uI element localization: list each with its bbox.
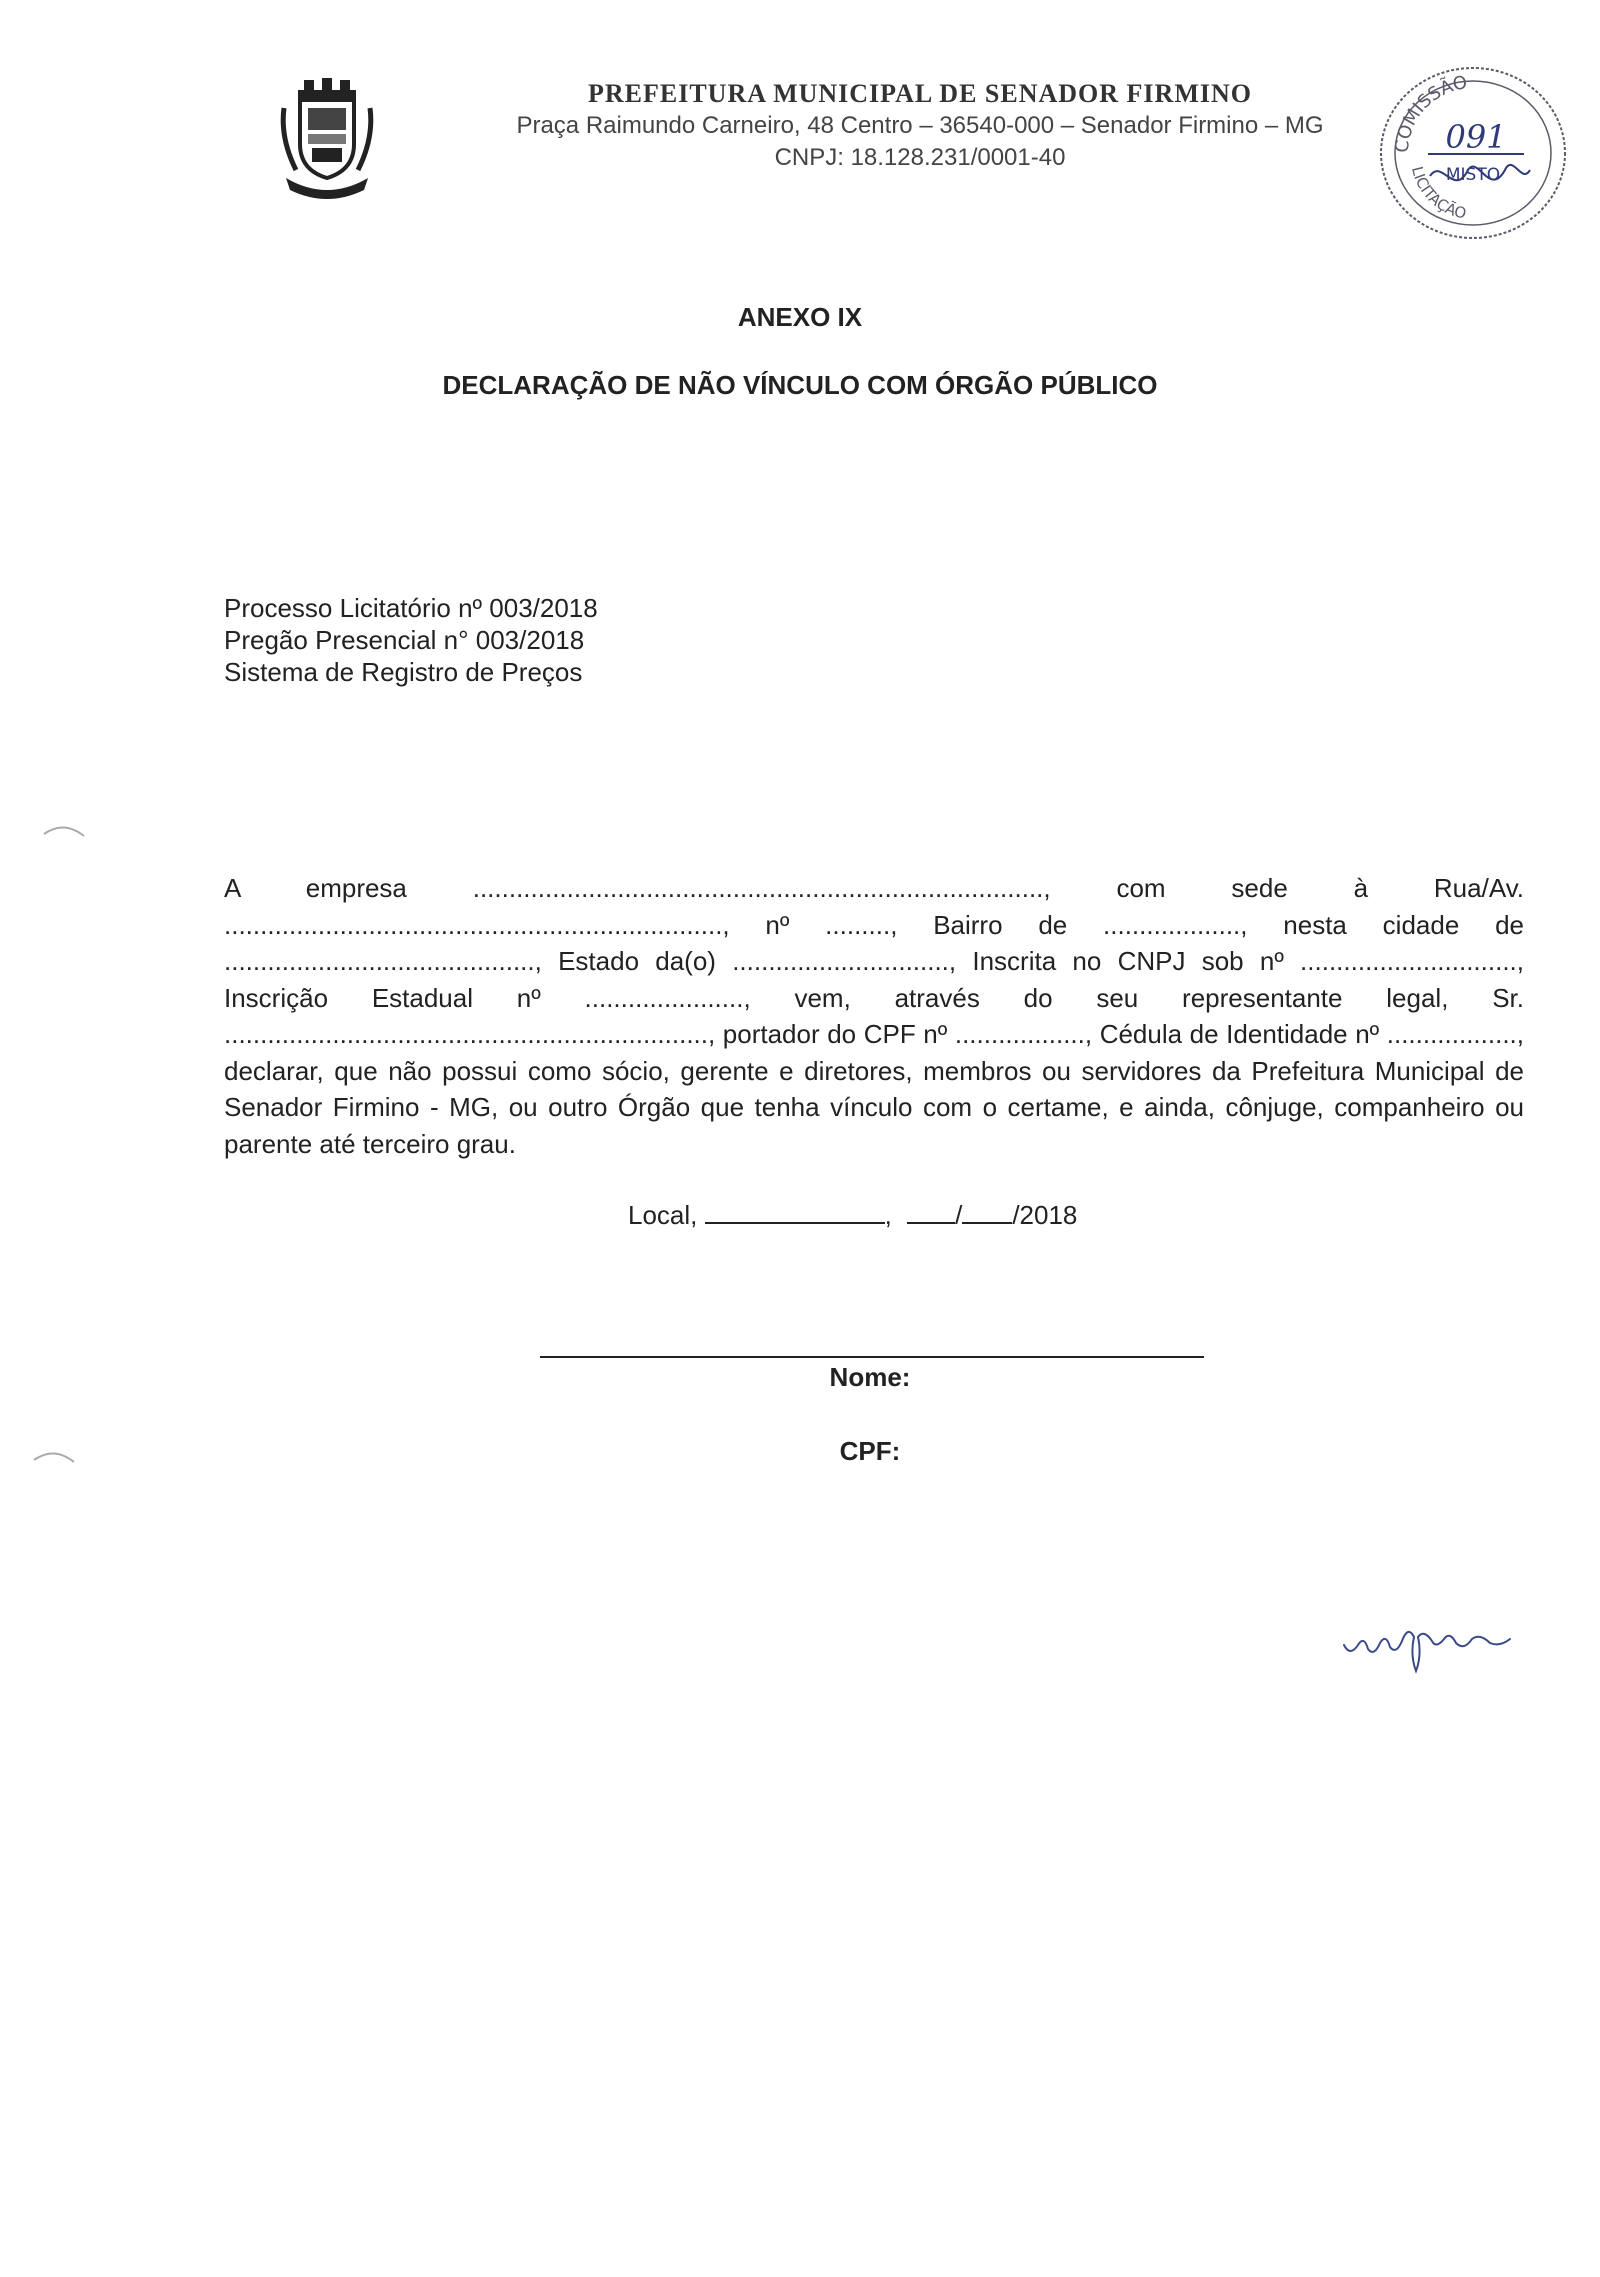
margin-mark-icon	[40, 820, 90, 840]
letterhead	[420, 78, 1420, 174]
stamp-top-text: COMISSÃO	[1391, 72, 1469, 154]
name-label: Nome:	[829, 1362, 911, 1392]
process-info	[224, 592, 598, 688]
stamp-number: 091	[1445, 118, 1507, 156]
auction-number: Pregão Presencial n° 003/2018	[224, 625, 585, 655]
local-blank	[705, 1198, 885, 1224]
municipal-crest-icon	[278, 78, 376, 200]
handwritten-initial-icon	[1340, 1615, 1520, 1675]
organization-name: PREFEITURA MUNICIPAL DE SENADOR FIRMINO	[587, 79, 1252, 108]
day-blank	[907, 1198, 955, 1224]
date-slash: /	[955, 1200, 963, 1230]
organization-cnpj: CNPJ: 18.128.231/0001-40	[774, 144, 1066, 171]
annex-title: ANEXO IX	[737, 302, 863, 332]
local-date-line	[628, 1198, 1077, 1231]
signature-line	[540, 1356, 1204, 1358]
declaration-paragraph: A empresa ..............................................................................., com sede à Rua/Av. ....................................................................., nº ........., Bairro de ..................., nesta cidade de ..........................................., Estado da(o) .............................., Inscrita no CNPJ sob nº .............................., Inscrição Estadual nº ......................, vem, através do seu representante legal, Sr. ..................................................................., portador do CPF nº .................., Cédula de Identidade nº .................., declarar, que não possui como sócio, gerente e diretores, membros ou servidores da Prefeitura Municipal de Senador Firmino - MG, ou outro Órgão que tenha vínculo com o certame, e ainda, cônjuge, companheiro ou parente até terceiro grau.	[224, 873, 1524, 1159]
process-number: Processo Licitatório nº 003/2018	[224, 593, 598, 623]
declaration-title: DECLARAÇÃO DE NÃO VÍNCULO COM ÓRGÃO PÚBLICO	[442, 370, 1158, 400]
registry-system: Sistema de Registro de Preços	[224, 657, 583, 687]
stamp-middle-text: MISTO	[1445, 165, 1501, 185]
organization-address: Praça Raimundo Carneiro, 48 Centro – 36540-000 – Senador Firmino – MG	[516, 112, 1324, 139]
cpf-label: CPF:	[839, 1436, 901, 1466]
year-text: /2018	[1012, 1200, 1078, 1230]
local-label: Local,	[628, 1200, 698, 1230]
local-comma: ,	[884, 1200, 892, 1230]
commission-stamp-icon	[1368, 58, 1578, 248]
month-blank	[962, 1198, 1012, 1224]
stamp-bottom-text: LICITAÇÃO	[1407, 164, 1469, 223]
